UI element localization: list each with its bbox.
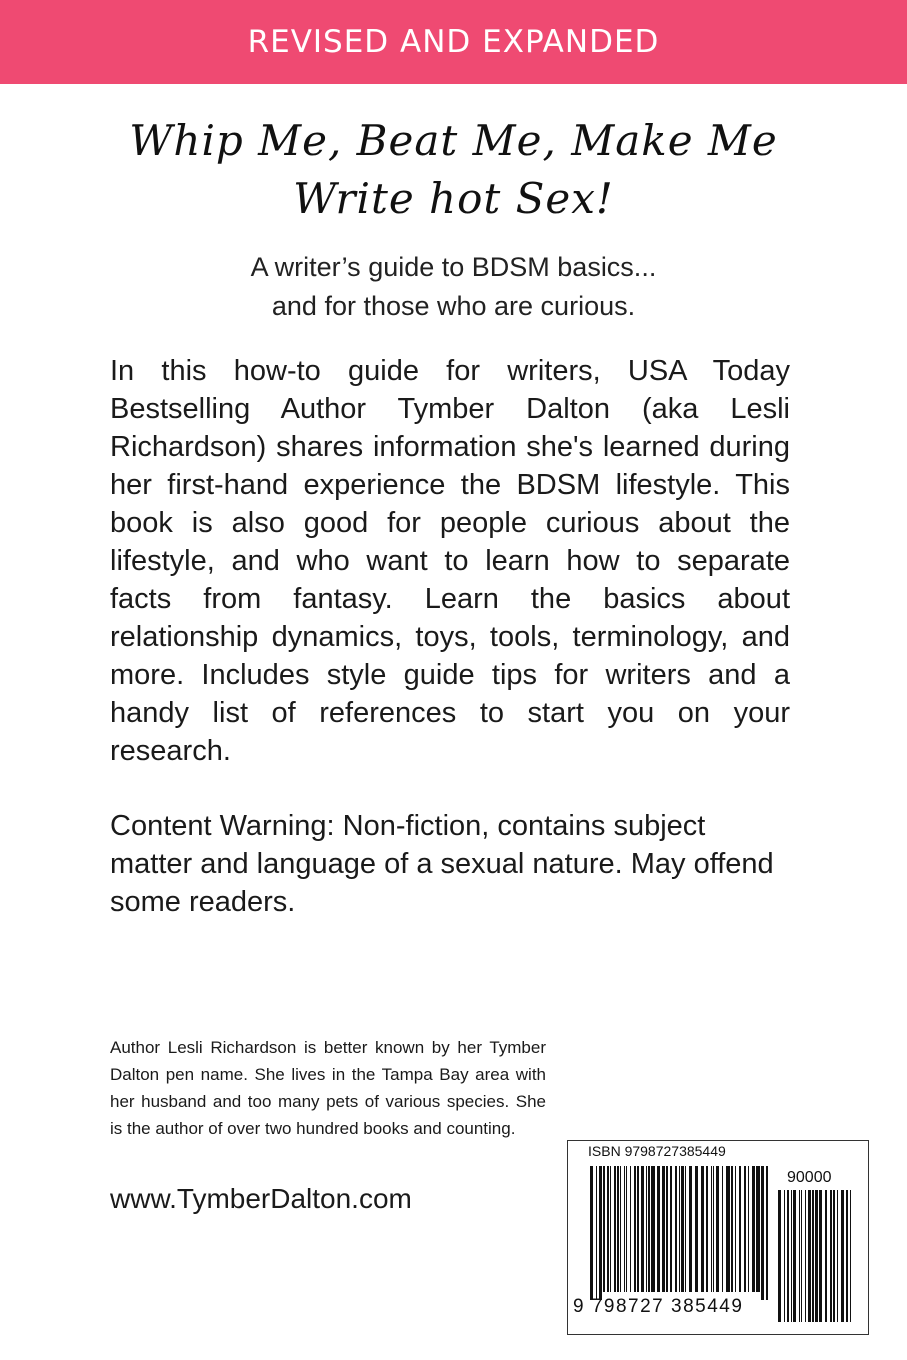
barcode-bar — [846, 1190, 848, 1322]
title-line-1: Whip Me, Beat Me, Make Me — [129, 116, 778, 165]
barcode-bar — [739, 1166, 741, 1292]
barcode-bar — [793, 1190, 796, 1322]
title-line-2: Write hot Sex! — [293, 174, 614, 223]
tagline-line-1: A writer’s guide to BDSM basics... — [250, 252, 657, 282]
barcode-bar — [701, 1166, 704, 1292]
barcode-bar — [657, 1166, 660, 1292]
barcode-bar — [787, 1190, 789, 1322]
barcode-bar — [648, 1166, 650, 1292]
barcode-bar — [744, 1166, 746, 1292]
barcode-bar — [791, 1190, 792, 1322]
barcode-bar — [815, 1190, 818, 1322]
barcode-bar — [819, 1190, 822, 1322]
isbn-digits: 9 798727 385449 — [573, 1296, 744, 1317]
barcode-bar — [681, 1166, 684, 1292]
barcode-bar — [637, 1166, 639, 1292]
price-code: 90000 — [787, 1169, 832, 1186]
barcode-bar — [599, 1166, 602, 1300]
barcode-bar — [620, 1166, 621, 1292]
barcode-bar — [752, 1166, 755, 1292]
barcode-bar — [825, 1190, 827, 1322]
book-description: In this how-to guide for writers, USA Today Bestselling Author Tymber Dalton (aka Lesli Richardson) shares information she's learned during her first-hand experience the BDSM lifestyle. This book is also good for people curious about the lifestyle, and who want to learn how to separate facts from fantasy. Learn the basics about relationship dynamics, toys, tools, terminology, and more. Includes style guide tips for writers and a handy list of references to start you on your research. — [110, 355, 790, 767]
barcode-bar — [614, 1166, 616, 1292]
barcode-bar — [716, 1166, 719, 1292]
barcode-bar — [731, 1166, 733, 1292]
barcode-bar — [666, 1166, 668, 1292]
barcode-bar — [607, 1166, 609, 1292]
price-barcode-bars — [778, 1190, 851, 1322]
barcode-bar — [706, 1166, 708, 1292]
barcode-bar — [748, 1166, 749, 1292]
barcode-bar — [778, 1190, 781, 1322]
barcode-bar — [685, 1166, 686, 1292]
author-bio: Author Lesli Richardson is better known by her Tymber Dalton pen name. She lives in the Tampa Bay area with her husband and too many pets of various species. She is the author of over two hundred books and counting. — [110, 1038, 546, 1138]
tagline-line-2: and for those who are curious. — [271, 291, 636, 321]
isbn-label: ISBN 9798727385449 — [588, 1143, 726, 1159]
barcode-bar — [634, 1166, 636, 1292]
barcode-bar — [679, 1166, 680, 1292]
barcode-bar — [617, 1166, 619, 1292]
barcode-bar — [841, 1190, 844, 1322]
content-warning: Content Warning: Non-fiction, contains subject matter and language of a sexual nature. May offend some readers. — [110, 810, 774, 918]
barcode-bar — [670, 1166, 672, 1292]
barcode-bar — [596, 1166, 597, 1300]
barcode-bar — [830, 1190, 832, 1322]
barcode-bar — [808, 1190, 811, 1322]
barcode-bar — [711, 1166, 712, 1292]
barcode-bar — [646, 1166, 647, 1292]
barcode-bar — [590, 1166, 593, 1300]
author-website-link[interactable]: www.TymberDalton.com — [110, 1183, 412, 1214]
barcode-bar — [651, 1166, 655, 1292]
barcode-bar — [766, 1166, 768, 1300]
barcode-bar — [812, 1190, 814, 1322]
barcode-bar — [713, 1166, 714, 1292]
barcode-bar — [675, 1166, 677, 1292]
isbn-barcode-bars — [590, 1166, 768, 1300]
barcode-bar — [695, 1166, 698, 1292]
barcode-bar — [662, 1166, 665, 1292]
barcode-bar — [630, 1166, 631, 1292]
barcode-bar — [801, 1190, 802, 1322]
barcode-bar — [799, 1190, 800, 1322]
barcode-bar — [837, 1190, 838, 1322]
barcode-bar — [833, 1190, 835, 1322]
barcode-bar — [850, 1190, 851, 1322]
barcode-bar — [641, 1166, 644, 1292]
banner-text: REVISED AND EXPANDED — [247, 24, 660, 60]
barcode-bar — [624, 1166, 625, 1292]
barcode-bar — [726, 1166, 730, 1292]
barcode-bar — [722, 1166, 723, 1292]
barcode-bar — [761, 1166, 764, 1300]
barcode-bar — [735, 1166, 736, 1292]
barcode-bar — [784, 1190, 785, 1322]
barcode-bar — [756, 1166, 760, 1292]
barcode-bar — [610, 1166, 611, 1292]
barcode-bar — [689, 1166, 692, 1292]
barcode-bar — [603, 1166, 605, 1292]
barcode-bar — [805, 1190, 806, 1322]
barcode-bar — [626, 1166, 627, 1292]
